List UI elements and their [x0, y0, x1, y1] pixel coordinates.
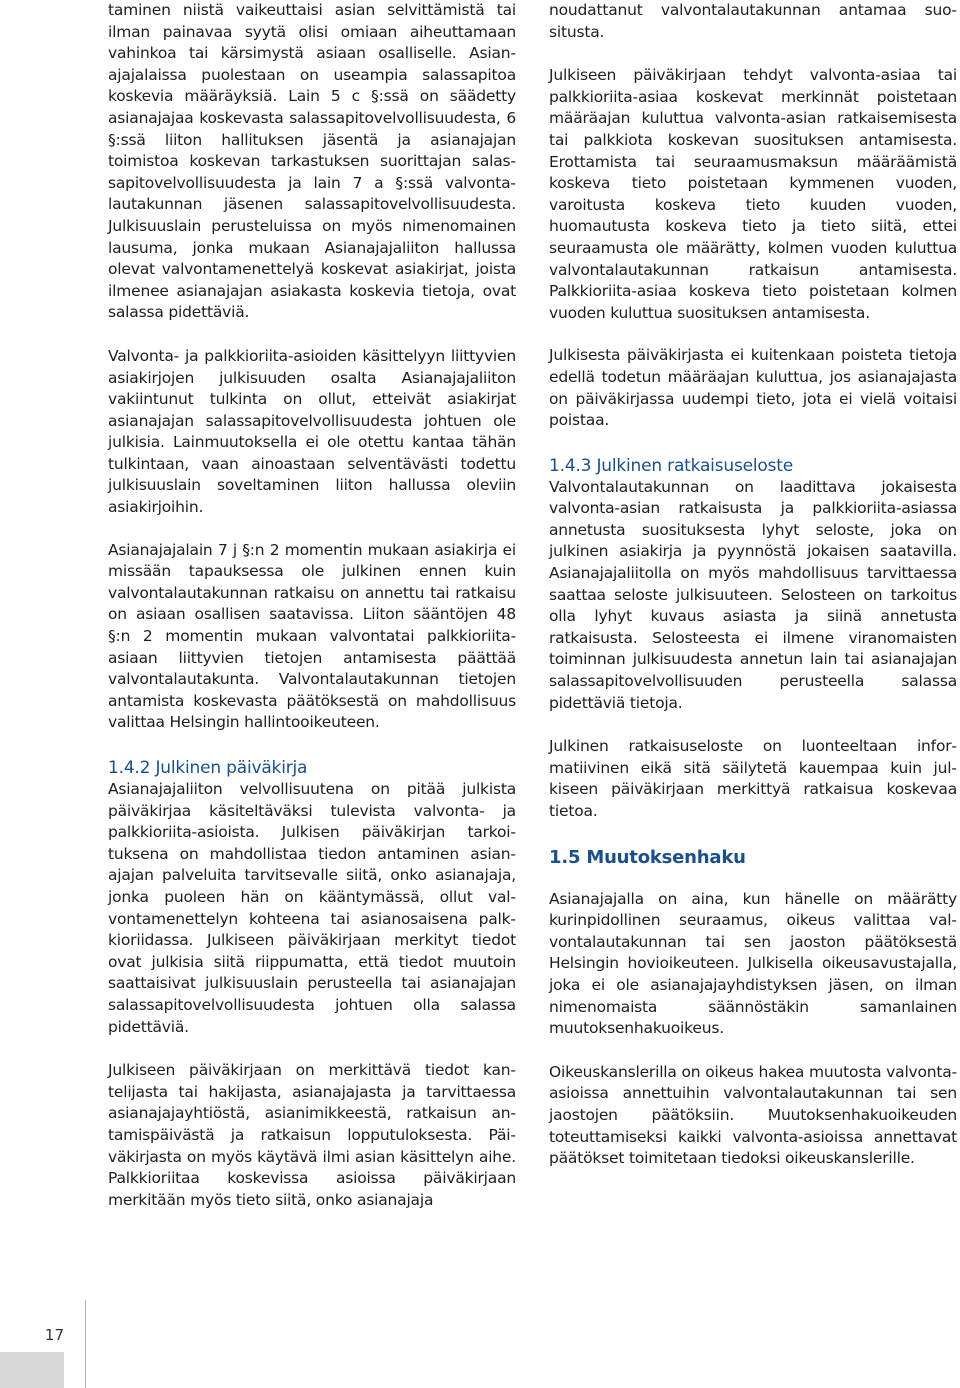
- paragraph-confidentiality-provisions: taminen niistä vaikeuttaisi asian selvittämistä tai ilman painavaa syytä olisi omiaan aiheuttamaan vahinkoa tai kärsimystä asiaan osalliselle. Asianajajalaissa puolestaan on useampia salassapitoa koskevia määräyksiä. Lain 5 c §:ssä on säädetty asianajajaa koskevasta salassapitovelvollisuudesta, 6 §:ssä liiton hallituksen jäsentä ja asianajajan toimistoa koskevan tarkastuksen suorittajan salassapitovelvollisuudesta ja lain 7 a §:ssä valvontalautakunnan jäsenen salassapitovelvollisuudesta. Julkisuuslain perusteluissa on myös nimenomainen lausuma, jonka mukaan Asianajajaliiton hallussa olevat valvontamenettelyä koskevat asiakirjat, joista ilmenee asianajajan asiakasta koskevia tietoja, ovat salassa pidettäviä.: [108, 1, 516, 322]
- page-number-bar: [0, 1352, 64, 1388]
- right-column: [549, 0, 957, 1170]
- paragraph-removal-exception: Julkisesta päiväkirjasta ei kuitenkaan poisteta tietoja edellä todetun määräajan kuluttua, jos asianajajasta on päiväkirjassa uudempi tieto, jota ei vielä voitaisi poistaa.: [549, 346, 957, 430]
- left-column: [108, 0, 516, 1211]
- paragraph-summary-nature: Julkinen ratkaisuseloste on luonteeltaan informatiivinen eikä sitä säilytetä kauempaa kuin julkiseen päiväkirjaan merkittyä ratkaisua koskevaa tietoa.: [549, 737, 957, 820]
- paragraph-disclosure-timing: Asianajajalain 7 j §:n 2 momentin mukaan asiakirja ei missään tapauksessa ole julkinen ennen kuin valvontalautakunnan ratkaisu on annettu tai ratkaisu on asiaan osallisen saatavissa. Liiton sääntöjen 48 §:n 2 momentin mukaan valvontatai palkkioriita-asiaan liittyvien tietojen antamisesta päättää valvontalautakunta. Valvontalautakunnan tietojen antamista koskevasta päätöksestä on mahdollisuus valittaa Helsingin hallintooikeuteen.: [108, 540, 516, 732]
- paragraph-public-diary-entries: Julkiseen päiväkirjaan on merkittävä tiedot kantelijasta tai hakijasta, asianajajasta ja tarvittaessa asianajajayhtiöstä, asianimikkeestä, ratkaisun antamispäivästä ja ratkaisun lopputuloksesta. Päiväkirjasta on myös käytävä ilmi asian käsittelyn aihe. Palkkioriitaa koskevissa asioissa päiväkirjaan merkitään myös tieto siitä, onko asianajaja: [108, 1061, 516, 1209]
- paragraph-decision-summary: Valvontalautakunnan on laadittava jokaisesta valvonta-asian ratkaisusta ja palkkioriita-asiassa annetusta suosituksesta lyhyt seloste, joka on julkinen asiakirja ja pyynnöstä jokaisen saatavilla. Asianajajaliitolla on myös mahdollisuus tarvittaessa saattaa seloste julkisuuteen. Selosteen on tarkoitus olla lyhyt kuvaus asiasta ja siinä annetusta ratkaisusta. Selosteesta ei ilmene viranomaisten toiminnan julkisuudesta annetun lain tai asianajajan salassapitovelvollisuuden perusteella salassa pidettäviä tietoja.: [549, 477, 957, 712]
- page-number: 17: [44, 1326, 64, 1344]
- heading-appeal: 1.5 Muutoksenhaku: [549, 846, 746, 868]
- heading-public-decision-summary: 1.4.3 Julkinen ratkaisuseloste: [549, 455, 793, 476]
- heading-public-diary: 1.4.2 Julkinen päiväkirja: [108, 758, 308, 778]
- paragraph-document-publicity: Valvonta- ja palkkioriita-asioiden käsittelyyn liittyvien asiakirjojen julkisuuden osalta Asianajajaliiton vakiintunut tulkinta on ollut, etteivät asiakirjat asianajajan salassapitovelvollisuudesta johtuen ole julkisia. Lainmuutoksella ei ole otettu kantaa tähän tulkintaan, vaan ainoastaan selventävästi todettu julkisuuslain soveltaminen liiton hallussa oleviin asiakirjoihin.: [108, 346, 516, 517]
- paragraph-lawyer-appeal-right: Asianajajalla on aina, kun hänelle on määrätty kurinpidollinen seuraamus, oikeus valittaa valvontalautakunnan tai sen jaoston päätöksestä Helsingin hovioikeuteen. Julkisella oikeusavustajalla, joka ei ole asianajajayhdistyksen jäsen, on ilman nimenomaista säännöstäkin samanlainen muutoksenhakuoikeus.: [549, 889, 957, 1038]
- paragraph-public-diary-purpose: Asianajajaliiton velvollisuutena on pitää julkista päiväkirjaa käsiteltäväksi tulevista valvonta- ja palkkioriita-asioista. Julkisen päiväkirjan tarkoituksena on mahdollistaa tiedon antaminen asianajajan palveluita tarvitsevalle siitä, onko asianajaja, jonka puoleen hän on kääntymässä, ollut valvontamenettelyn kohteena tai asianosaisena palkkioriidassa. Julkiseen päiväkirjaan merkityt tiedot ovat julkisia siitä riippumatta, että tiedot muutoin saattaisivat julkisuuslain perusteella tai asianajajan salassapitovelvollisuudesta johtuen olla salassa pidettäviä.: [108, 780, 516, 1036]
- paragraph-chancellor-appeal-right: Oikeuskanslerilla on oikeus hakea muutosta valvonta-asioissa annettuihin valvontalautakunnan tai sen jaostojen päätöksiin. Muutoksenhakuoikeuden toteuttamiseksi kaikki valvonta-asioissa annettavat päätökset toimitetaan tiedoksi oikeuskanslerille.: [549, 1062, 957, 1168]
- paragraph-recommendation-compliance: noudattanut valvontalautakunnan antamaa suositusta.: [549, 1, 957, 41]
- page-divider-line: [85, 1300, 86, 1388]
- paragraph-entry-removal: Julkiseen päiväkirjaan tehdyt valvonta-asiaa tai palkkioriita-asiaa koskevat merkinnät poistetaan määräajan kuluttua valvonta-asian ratkaisemisesta tai palkkiota koskevan suosituksen antamisesta. Erottamista tai seuraamusmaksun määräämistä koskeva tieto poistetaan kymmenen vuoden, varoitusta koskeva tieto kuuden vuoden, huomautusta koskeva tieto ja tieto siitä, ettei seuraamusta ole määrätty, kolmen vuoden kuluttua valvontalautakunnan ratkaisun antamisesta. Palkkioriita-asiaa koskeva tieto poistetaan kolmen vuoden kuluttua suosituksen antamisesta.: [549, 66, 957, 322]
